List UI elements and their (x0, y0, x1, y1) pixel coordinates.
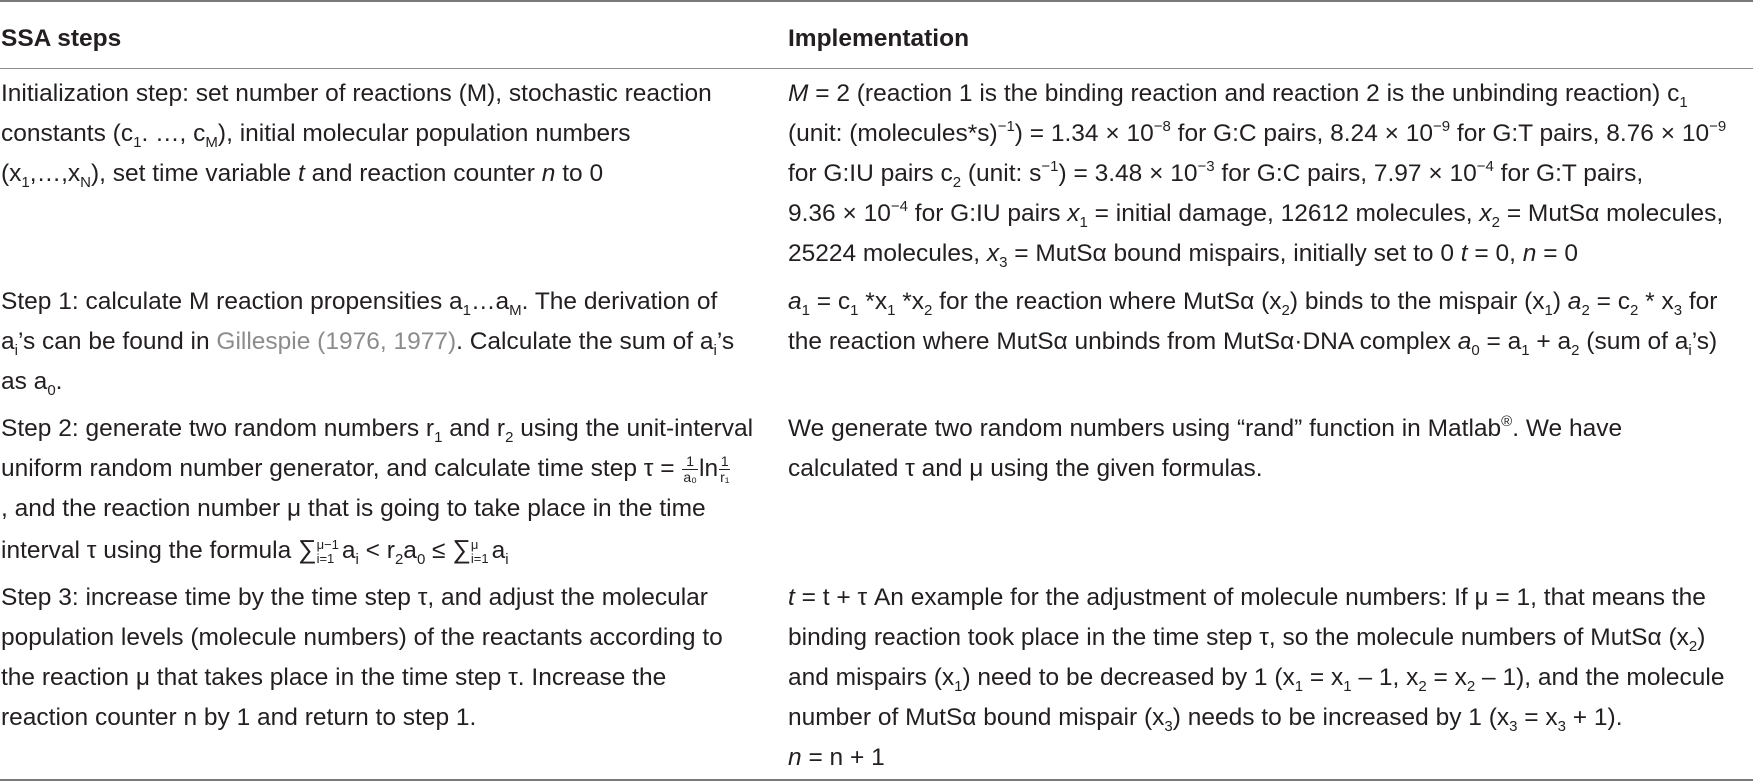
fraction-1-over-a0: $\frac{1}{\text{a₀}}$ (683, 453, 697, 486)
row-2-step: Step 1: calculate M reaction propensities $a_1\dots a_M$. The derivation of $a_i’s$ can be found in Gillespie (1976, 1977). Calculate the sum of $a_i’s$ as $a_0$. (1, 288, 735, 399)
table-top-rule (0, 0, 1753, 2)
row-4-implementation: t = t + τ An example for the adjustment of molecule numbers: If μ = 1, that means the binding reaction took place in the time step τ, so the molecule numbers of MutSα $(x_2)$ and mispairs $(x_1)$ need to be decreased by 1 ($x_1 = x_1 - 1$, $x_2 = x_2 - 1$), and the molecule number of MutSα bound mispair $(x_3)$ needs to be increased by 1 $(x_3 = x_3 + 1)$. n = n + 1 (788, 584, 1725, 771)
sum-symbol: ∑ (452, 534, 471, 564)
fraction-1-over-r1: $\frac{1}{\text{r₁}}$ (720, 453, 730, 486)
row-3-implementation: We generate two random numbers using “rand” function in Matlab®. We have calculated τ and μ using the given formulas. (788, 413, 1623, 482)
row-1-step: Initialization step: set number of reactions (M), stochastic reaction constants ($c_1$. …, $c_M$), initial molecular population numbers $(x_1,\dots,x_N)$, set time variable t and reaction counter n to 0 (1, 80, 712, 191)
row-1-implementation: M = 2 (reaction 1 is the binding reaction and reaction 2 is the unbinding reaction) $c_1$ (unit: (molecules*s)$^{-1}$) = $1.34 \times 10^{-8}$ for G:C pairs, $8.24 \times 10^{-9}$ for G:T pairs, $8.76 \times 10^{-9}$ for G:IU pairs $c_2$ (unit: $s^{-1}) = 3.48 \times 10^{-3}$ for G:C pairs, $7.97 \times 10^{-4}$ for G:T pairs, $9.36 \times 10^{-4}$ for G:IU pairs $x_1$ = initial damage, 12612 molecules, $x_2$ = MutSα molecules, 25224 molecules, $x_3$ = MutSα bound mispairs, initially set to 0 t = 0, n = 0 (788, 80, 1727, 271)
header-ssa-steps: SSA steps (1, 25, 122, 52)
sum-symbol: ∑ (298, 534, 317, 564)
row-4-step: Step 3: increase time by the time step τ, and adjust the molecular population levels (molecule numbers) of the reactants according to the reaction μ that takes place in the time step τ. Increase the reaction counter n by 1 and return to step 1. (1, 584, 723, 731)
header-rule (0, 68, 1753, 69)
table-bottom-rule (0, 779, 1753, 781)
row-3-step: Step 2: generate two random numbers $r_1$ and $r_2$ using the unit-interval uniform random number generator, and calculate time step τ = $\frac{1}{\text{a₀}}$ ln $\frac{1}{\text{r₁}}$ , and the reaction number μ that is going to take place in the time interval τ using the formula ∑ μ−1 i=1 $a_i < r_2a_0$ ≤ ∑ μ i=1 $a_i$ (1, 415, 754, 568)
header-implementation: Implementation (788, 25, 970, 52)
gillespie-reference-link[interactable]: Gillespie (1976, 1977) (216, 328, 457, 355)
row-2-implementation: $a_1 = c_1$ $*x_1$ $*x_2$ for the reaction where MutSα $(x_2)$ binds to the mispair $(x_1) a_2 = c_2 * x_3$ for the reaction where MutSα unbinds from MutSα·DNA complex $a_0 = a_1 + a_2$ (sum of $a_i’s$) (788, 288, 1718, 359)
